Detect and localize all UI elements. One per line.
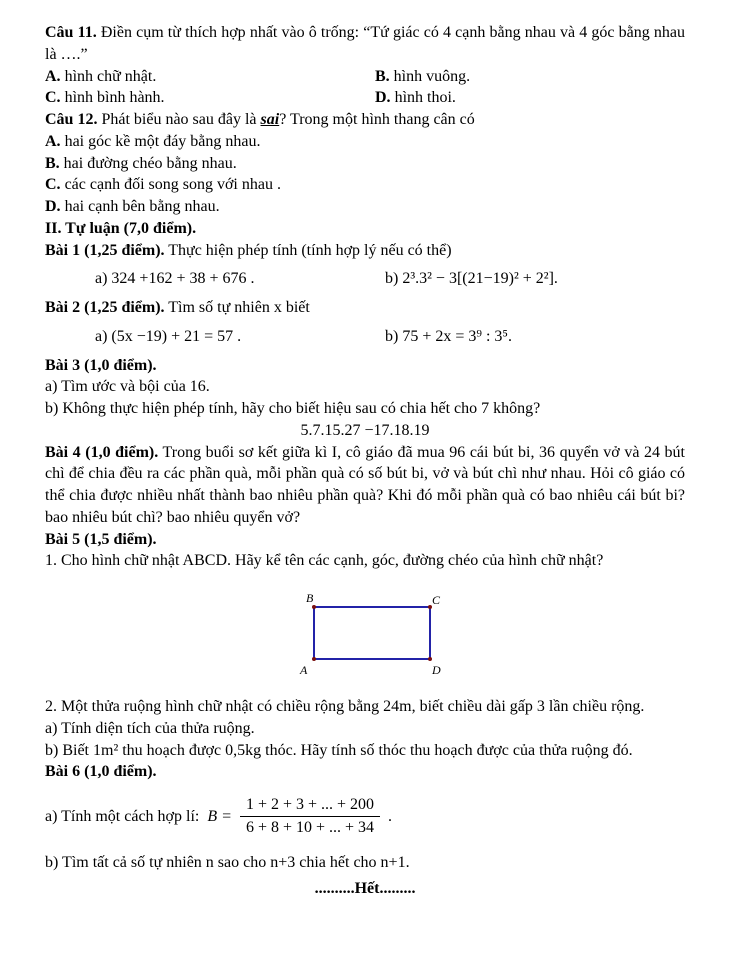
- bai-5-item-2: 2. Một thửa ruộng hình chữ nhật có chiều rộng bằng 24m, biết chiều dài gấp 3 lần chiều rộng.: [45, 698, 645, 715]
- bai-1: [45, 240, 685, 262]
- option-text-d: hai cạnh bên bằng nhau.: [60, 198, 220, 215]
- bai-2-part-a: a) (5x −19) + 21 = 57 .: [95, 327, 242, 345]
- question-12-label: Câu 12.: [45, 111, 98, 128]
- bai-6-part-a-suffix: .: [388, 807, 393, 825]
- bai-3-expression: 5.7.15.27 −17.18.19: [300, 421, 430, 439]
- option-letter-b: B.: [45, 154, 60, 172]
- vertex-label-a: A: [300, 663, 308, 677]
- q12-option-c: [45, 174, 685, 196]
- bai-6-part-b: b) Tìm tất cả số tự nhiên n sao cho n+3 chia hết cho n+1.: [45, 854, 410, 871]
- bai-3-part-b: b) Không thực hiện phép tính, hãy cho biết hiệu sau có chia hết cho 7 không?: [45, 400, 541, 417]
- bai-1-label: Bài 1 (1,25 điểm).: [45, 241, 165, 259]
- bai-2-part-b: b) 75 + 2x = 3⁹ : 3⁵.: [385, 327, 512, 345]
- question-12-emphasis: sai: [260, 111, 280, 128]
- corner-dot-d: [428, 657, 432, 661]
- bai-1-part-b: b) 2³.3² − 3[(21−19)² + 2²].: [385, 270, 558, 288]
- bai-6-part-a: [45, 795, 685, 838]
- bai-5-item-1: 1. Cho hình chữ nhật ABCD. Hãy kể tên các cạnh, góc, đường chéo của hình chữ nhật?: [45, 552, 604, 570]
- option-text-c: hình bình hành.: [60, 89, 165, 107]
- bai-1-parts: [45, 268, 685, 290]
- section-ii-heading: [45, 218, 685, 240]
- rectangle-abcd-shape: [313, 606, 431, 660]
- bai-6-label: Bài 6 (1,0 điểm).: [45, 763, 157, 781]
- vertex-label-b: B: [306, 591, 314, 605]
- bai-5-item-2b: b) Biết 1m² thu hoạch được 0,5kg thóc. Hãy tính số thóc thu hoạch được của thửa ruộng đó.: [45, 741, 633, 759]
- bai-3-label: Bài 3 (1,0 điểm).: [45, 356, 157, 374]
- bai-5-item-2a: a) Tính diện tích của thửa ruộng.: [45, 719, 255, 737]
- bai-5-label: Bài 5 (1,5 điểm).: [45, 530, 157, 548]
- q11-option-d: [375, 87, 685, 109]
- option-text-a: hình chữ nhật.: [60, 67, 157, 85]
- q11-option-a: [45, 66, 375, 88]
- bai-4-label: Bài 4 (1,0 điểm).: [45, 443, 159, 461]
- option-letter-a: A.: [45, 132, 61, 150]
- bai-2-intro: Tìm số tự nhiên x biết: [164, 299, 310, 316]
- bai-2-label: Bài 2 (1,25 điểm).: [45, 299, 165, 316]
- option-text-d: hình thoi.: [390, 89, 456, 107]
- bai-3-heading: [45, 355, 685, 377]
- end-marker: ..........Hết.........: [314, 879, 416, 897]
- option-text-c: các cạnh đối song song với nhau .: [60, 176, 281, 194]
- fraction-numerator: 1 + 2 + 3 + ... + 200: [240, 795, 380, 817]
- q11-option-b: [375, 66, 685, 88]
- option-letter-c: C.: [45, 176, 61, 194]
- option-text-b: hai đường chéo bằng nhau.: [59, 154, 237, 172]
- section-ii-title: II. Tự luận (7,0 điểm).: [45, 219, 197, 237]
- option-letter-b: B.: [375, 67, 390, 85]
- vertex-label-d: D: [432, 663, 441, 677]
- fraction-expression: [240, 795, 380, 838]
- question-11: [45, 22, 685, 66]
- option-text-a: hai góc kề một đáy bằng nhau.: [60, 132, 261, 150]
- q12-option-d: [45, 196, 685, 218]
- question-11-options: [45, 66, 685, 110]
- corner-dot-a: [312, 657, 316, 661]
- bai-5-heading: [45, 529, 685, 551]
- question-12-text-after: ? Trong một hình thang cân có: [279, 111, 475, 128]
- option-text-b: hình vuông.: [389, 67, 471, 85]
- option-letter-d: D.: [375, 89, 391, 107]
- question-11-text: Điền cụm từ thích hợp nhất vào ô trống: “Tứ giác có 4 cạnh bằng nhau và 4 góc bằng nhau là ….”: [45, 24, 685, 63]
- bai-4-text: Trong buổi sơ kết giữa kì I, cô giáo đã mua 96 cái bút bi, 36 quyển vở và 24 bút chì để chia đều ra các phần quà, mỗi phần quà có số bút bi, vở và bút chì như nhau. Hỏi cô giáo có thể chia được nhiều nhất thành bao nhiêu phần quà? Khi đó mỗi phần quà có bao nhiêu cái bút bi? bao nhiêu bút chì? bao nhiêu quyển vở?: [45, 443, 685, 526]
- bai-3-part-a: a) Tìm ước và bội của 16.: [45, 378, 210, 396]
- option-letter-d: D.: [45, 198, 61, 215]
- question-11-label: Câu 11.: [45, 24, 97, 41]
- bai-6-heading: [45, 761, 685, 783]
- option-letter-c: C.: [45, 89, 61, 107]
- q11-option-c: [45, 87, 375, 109]
- bai-2: [45, 297, 685, 319]
- bai-1-part-a: a) 324 +162 + 38 + 676 .: [95, 270, 255, 288]
- rectangle-diagram: [45, 588, 685, 684]
- option-letter-a: A.: [45, 67, 61, 85]
- q12-option-b: [45, 153, 685, 175]
- vertex-label-c: C: [432, 593, 441, 607]
- bai-4: [45, 442, 685, 529]
- question-12-text-before: Phát biểu nào sau đây là: [97, 111, 261, 128]
- bai-6-variable: B =: [207, 807, 232, 825]
- bai-2-parts: [45, 326, 685, 348]
- q12-option-a: [45, 131, 685, 153]
- bai-6-part-a-prefix: a) Tính một cách hợp lí:: [45, 807, 200, 825]
- bai-1-intro: Thực hiện phép tính (tính hợp lý nếu có thể): [164, 241, 452, 259]
- question-12: [45, 109, 685, 131]
- fraction-denominator: 6 + 8 + 10 + ... + 34: [245, 819, 375, 836]
